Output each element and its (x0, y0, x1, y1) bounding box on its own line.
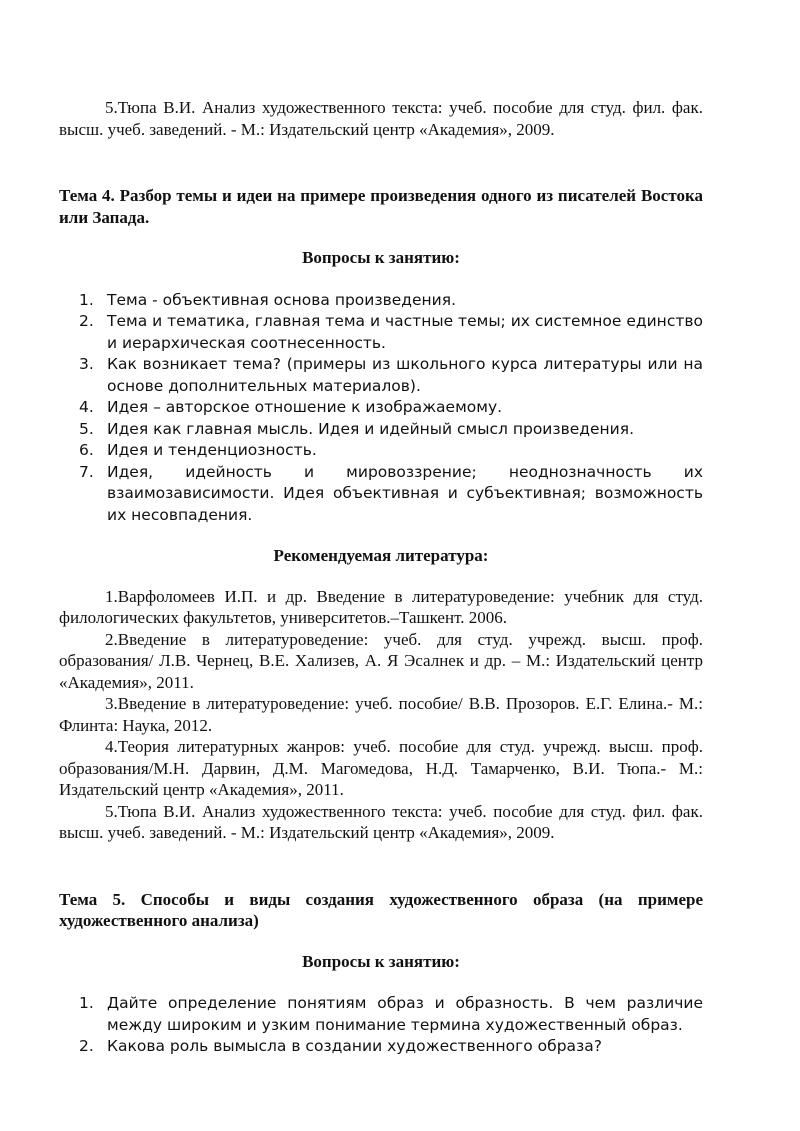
list-item: 1. Тема - объективная основа произведения. (79, 290, 456, 309)
reference-item: 5.Тюпа В.И. Анализ художественного текста: учеб. пособие для студ. фил. фак. высш. учеб. заведений. - М.: Издательский центр «Академия», 2009. (59, 98, 703, 139)
list-item: 1. Дайте определение понятиям образ и образность. В чем различие между широким и узким понимание термина художественный образ. (79, 994, 703, 1034)
questions-list (59, 993, 703, 1058)
list-item: 2. Какова роль вымысла в создании художественного образа? (79, 1037, 603, 1055)
reference-item: 2.Введение в литературоведение: учеб. для студ. учрежд. высш. проф. образования/ Л.В. Чернец, В.Е. Хализев, А. Я Эсалнек и др. – М.: Издательский центр «Академия», 2011. (59, 629, 703, 692)
topic-5-title: Тема 5. Способы и виды создания художественного образа (на примере художественного анализа) (59, 889, 703, 930)
questions-heading: Вопросы к занятию: (302, 248, 460, 267)
questions-list (59, 290, 703, 527)
list-item: 4. Идея – авторское отношение к изображаемому. (79, 398, 503, 416)
reference-item: 1.Варфоломеев И.П. и др. Введение в литературоведение: учебник для студ. филологических факультетов, университетов.–Ташкент. 2006. (59, 586, 703, 627)
reference-item: 5.Тюпа В.И. Анализ художественного текста: учеб. пособие для студ. фил. фак. высш. учеб. заведений. - М.: Издательский центр «Академия», 2009. (59, 801, 703, 842)
literature-heading: Рекомендуемая литература: (273, 546, 489, 565)
list-item: 3. Как возникает тема? (примеры из школьного курса литературы или на основе дополнительных материалов). (79, 355, 703, 395)
document-page (59, 97, 703, 1058)
literature-list (59, 586, 703, 844)
list-item: 6. Идея и тенденциозность. (79, 441, 317, 459)
reference-item: 3.Введение в литературоведение: учеб. пособие/ В.В. Прозоров. Е.Г. Елина.- М.: Флинта: Наука, 2012. (59, 694, 703, 735)
questions-heading: Вопросы к занятию: (302, 951, 460, 971)
list-item: 7. Идея, идейность и мировоззрение; неоднозначность их взаимозависимости. Идея объективная и субъективная; возможность их несовпадения. (79, 462, 703, 524)
reference-item: 4.Теория литературных жанров: учеб. пособие для студ. учрежд. высш. проф. образования/М.Н. Дарвин, Д.М. Магомедова, Н.Д. Тамарченко, В.И. Тюпа.- М.: Издательский центр «Академия», 2011. (59, 737, 703, 799)
list-item: 2. Тема и тематика, главная тема и частные темы; их системное единство и иерархическая соотнесенность. (79, 312, 703, 352)
topic-4-title: Тема 4. Разбор темы и идеи на примере произведения одного из писателей Востока или Запада. (59, 186, 703, 227)
list-item: 5. Идея как главная мысль. Идея и идейный смысл произведения. (79, 419, 634, 438)
